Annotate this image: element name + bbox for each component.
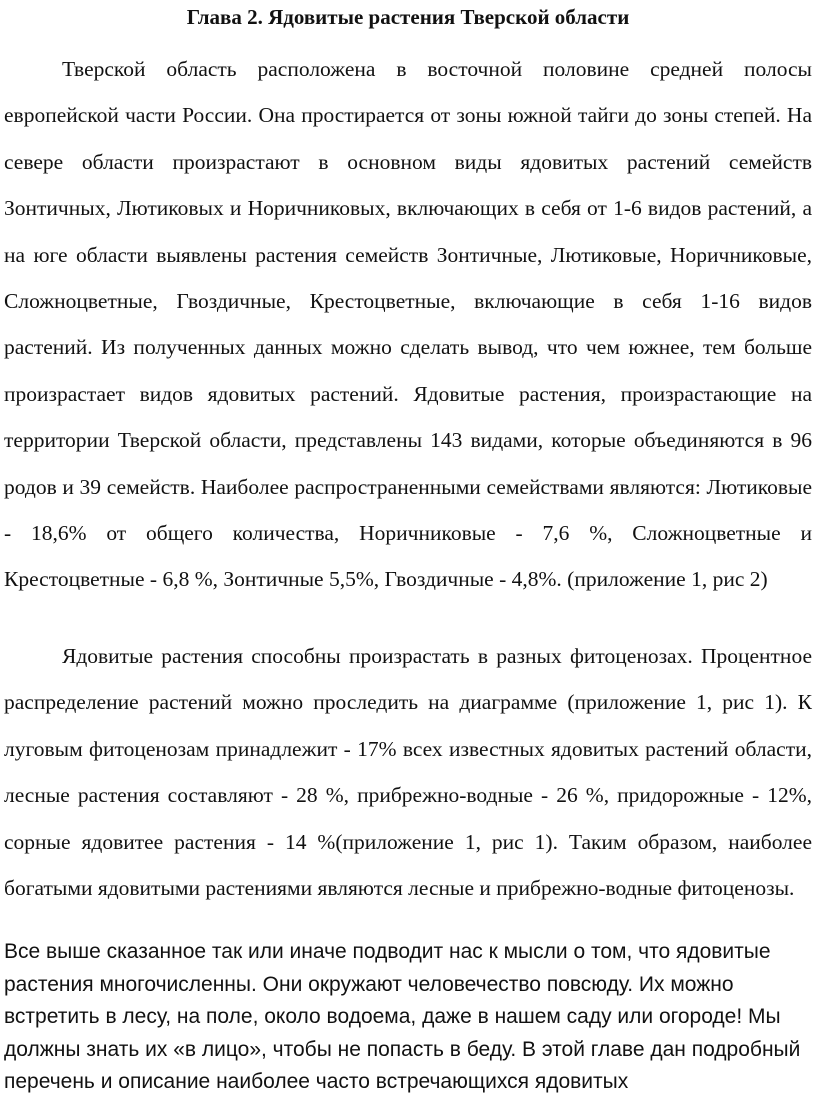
chapter-title: Глава 2. Ядовитые растения Тверской области (186, 5, 630, 29)
paragraph-phytocenoses: Ядовитые растения способны произрастать в разных фитоценозах. Процентное распределение растений можно проследить на диаграмме (приложение 1, рис 1). К луговым фитоценозам принадлежит - 17% всех известных ядовитых растений области, лесные растения составляют - 28 %, прибрежно-водные - 26 %, придорожные - 12%, сорные ядовитее растения - 14 %(приложение 1, рис 1). Таким образом, наиболее богатыми ядовитыми растениями являются лесные и прибрежно-водные фитоценозы. (4, 644, 812, 901)
paragraph-conclusion: Все выше сказанное так или иначе подводит нас к мысли о том, что ядовитые растения многочисленны. Они окружают человечество повсюду. Их можно встретить в лесу, на поле, около водоема, даже в нашем саду или огороде! Мы должны знать их «в лицо», чтобы не попасть в беду. В этой главе дан подробный перечень и описание наиболее часто встречающихся ядовитых (4, 940, 801, 1093)
paragraph-regional-distribution: Тверской область расположена в восточной половине средней полосы европейской части России. Она простирается от зоны южной тайги до зоны степей. На севере области произрастают в основном виды ядовитых растений семейств Зонтичных, Лютиковых и Норичниковых, включающих в себя от 1-6 видов растений, а на юге области выявлены растения семейств Зонтичные, Лютиковые, Норичниковые, Сложноцветные, Гвоздичные, Крестоцветные, включающие в себя 1-16 видов растений. Из полученных данных можно сделать вывод, что чем южнее, тем больше произрастает видов ядовитых растений. Ядовитые растения, произрастающие на территории Тверской области, представлены 143 видами, которые объединяются в 96 родов и 39 семейств. Наиболее распространенными семействами являются: Лютиковые - 18,6% от общего количества, Норичниковые - 7,6 %, Сложноцветные и Крестоцветные - 6,8 %, Зонтичные 5,5%, Гвоздичные - 4,8%. (приложение 1, рис 2) (4, 57, 812, 592)
